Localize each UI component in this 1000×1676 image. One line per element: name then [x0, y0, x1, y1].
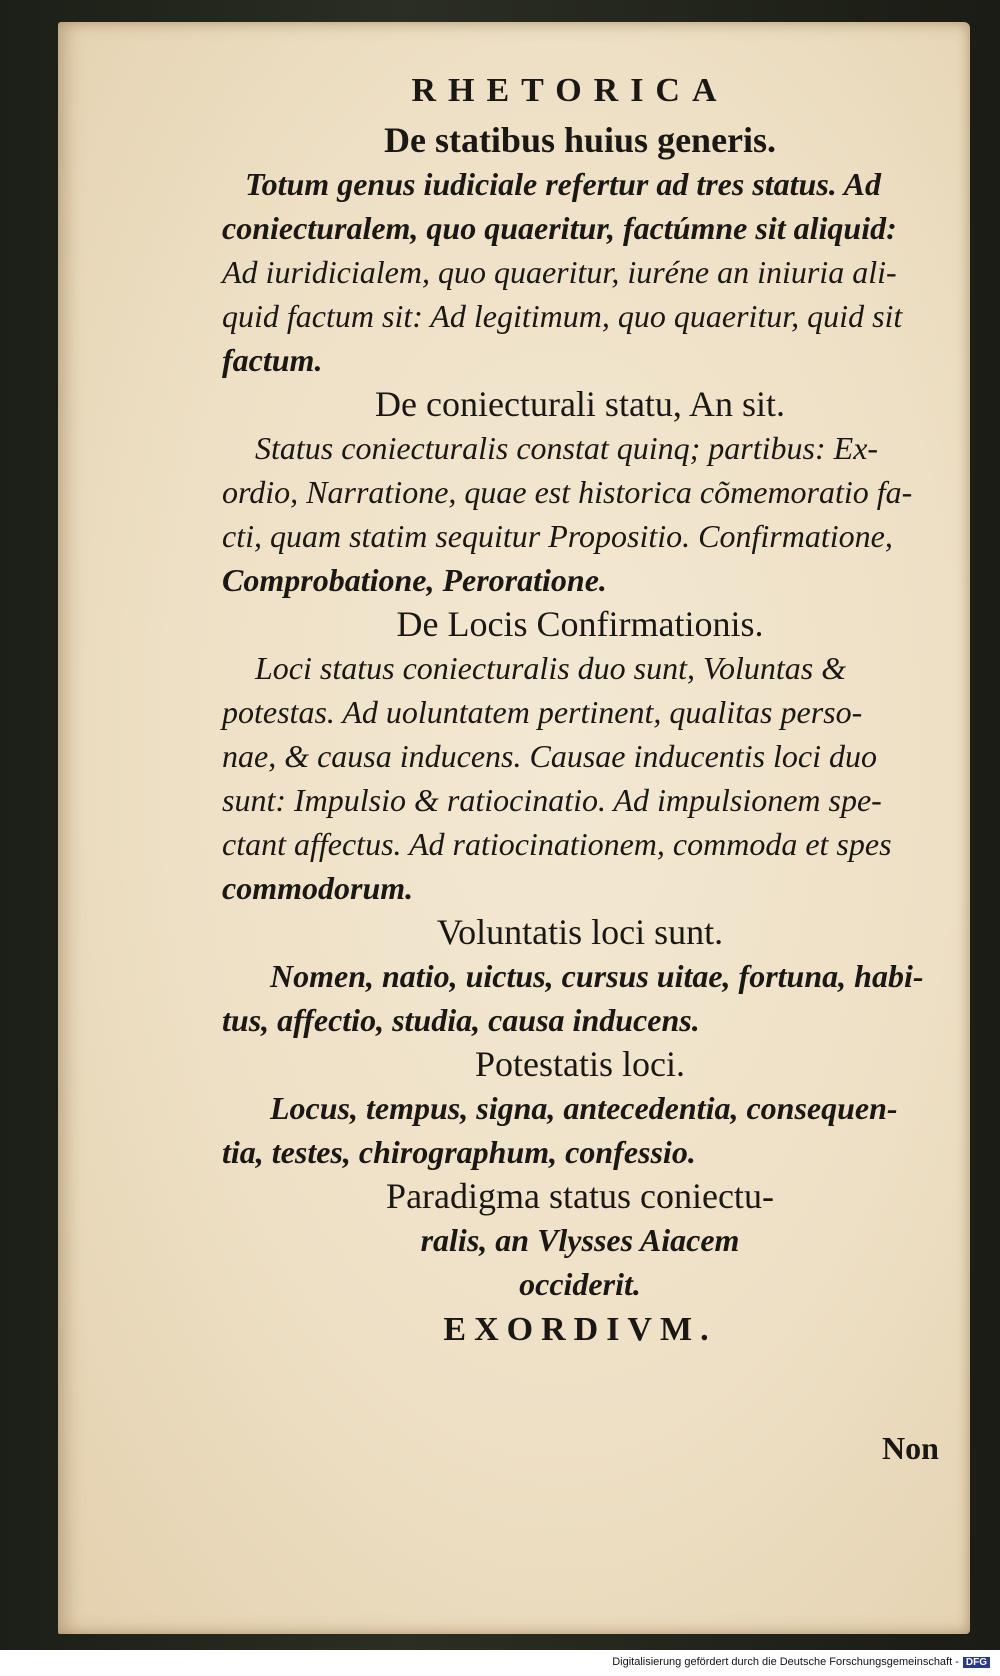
heading-potestatis: Potestatis loci.: [475, 1044, 685, 1084]
heading-paradigma: Paradigma status coniectu-: [386, 1176, 774, 1216]
catchword: Non: [882, 1430, 939, 1466]
text-line: nae, & causa inducens. Causae inducentis loci duo: [222, 738, 878, 774]
text-line: sunt: Impulsio & ratiocinatio. Ad impulsionem spe-: [222, 782, 882, 818]
text-line: tus, affectio, studia, causa inducens.: [222, 1002, 700, 1038]
running-head: RHETORICA: [411, 72, 729, 109]
text-line: potestas. Ad uoluntatem pertinent, qualitas perso-: [222, 694, 863, 730]
text-line: factum.: [222, 342, 323, 378]
text-line: coniecturalem, quo quaeritur, factúmne sit aliquid:: [222, 210, 897, 246]
text-line: Loci status coniecturalis duo sunt, Voluntas &: [255, 650, 847, 686]
text-line: ctant affectus. Ad ratiocinationem, commoda et spes: [222, 826, 892, 862]
text-line: ordio, Narratione, quae est historica cõmemoratio fa-: [222, 474, 913, 510]
text-line: tia, testes, chirographum, confessio.: [222, 1134, 696, 1170]
heading-de-locis: De Locis Confirmationis.: [396, 604, 764, 644]
credit-text: Digitalisierung gefördert durch die Deutsche Forschungsgemeinschaft -: [612, 1656, 959, 1668]
text-line: Totum genus iudiciale refertur ad tres status. Ad: [245, 166, 881, 202]
text-line: cti, quam statim sequitur Propositio. Confirmatione,: [222, 518, 893, 554]
text-line: quid factum sit: Ad legitimum, quo quaeritur, quid sit: [222, 298, 903, 334]
dfg-logo: DFG: [963, 1657, 990, 1668]
heading-voluntatis: Voluntatis loci sunt.: [436, 912, 724, 952]
text-line: Comprobatione, Peroratione.: [222, 562, 607, 598]
text-line: Locus, tempus, signa, antecedentia, consequen-: [270, 1090, 898, 1126]
text-line: Status coniecturalis constat quinq; partibus: Ex-: [255, 430, 879, 466]
text-line: Ad iuridicialem, quo quaeritur, iuréne an iniuria ali-: [222, 254, 897, 290]
heading-de-coniecturali: De coniecturali statu, An sit.: [375, 384, 785, 424]
text-line: Nomen, natio, uictus, cursus uitae, fortuna, habi-: [270, 958, 924, 994]
digitization-credit: [0, 1656, 990, 1668]
heading-paradigma-cont: occiderit.: [519, 1266, 641, 1302]
heading-paradigma-cont: ralis, an Vlysses Aiacem: [420, 1222, 740, 1258]
heading-de-statibus: De statibus huius generis.: [383, 120, 777, 160]
section-label-exordium: EXORDIVM.: [443, 1311, 717, 1348]
text-line: commodorum.: [222, 870, 414, 906]
